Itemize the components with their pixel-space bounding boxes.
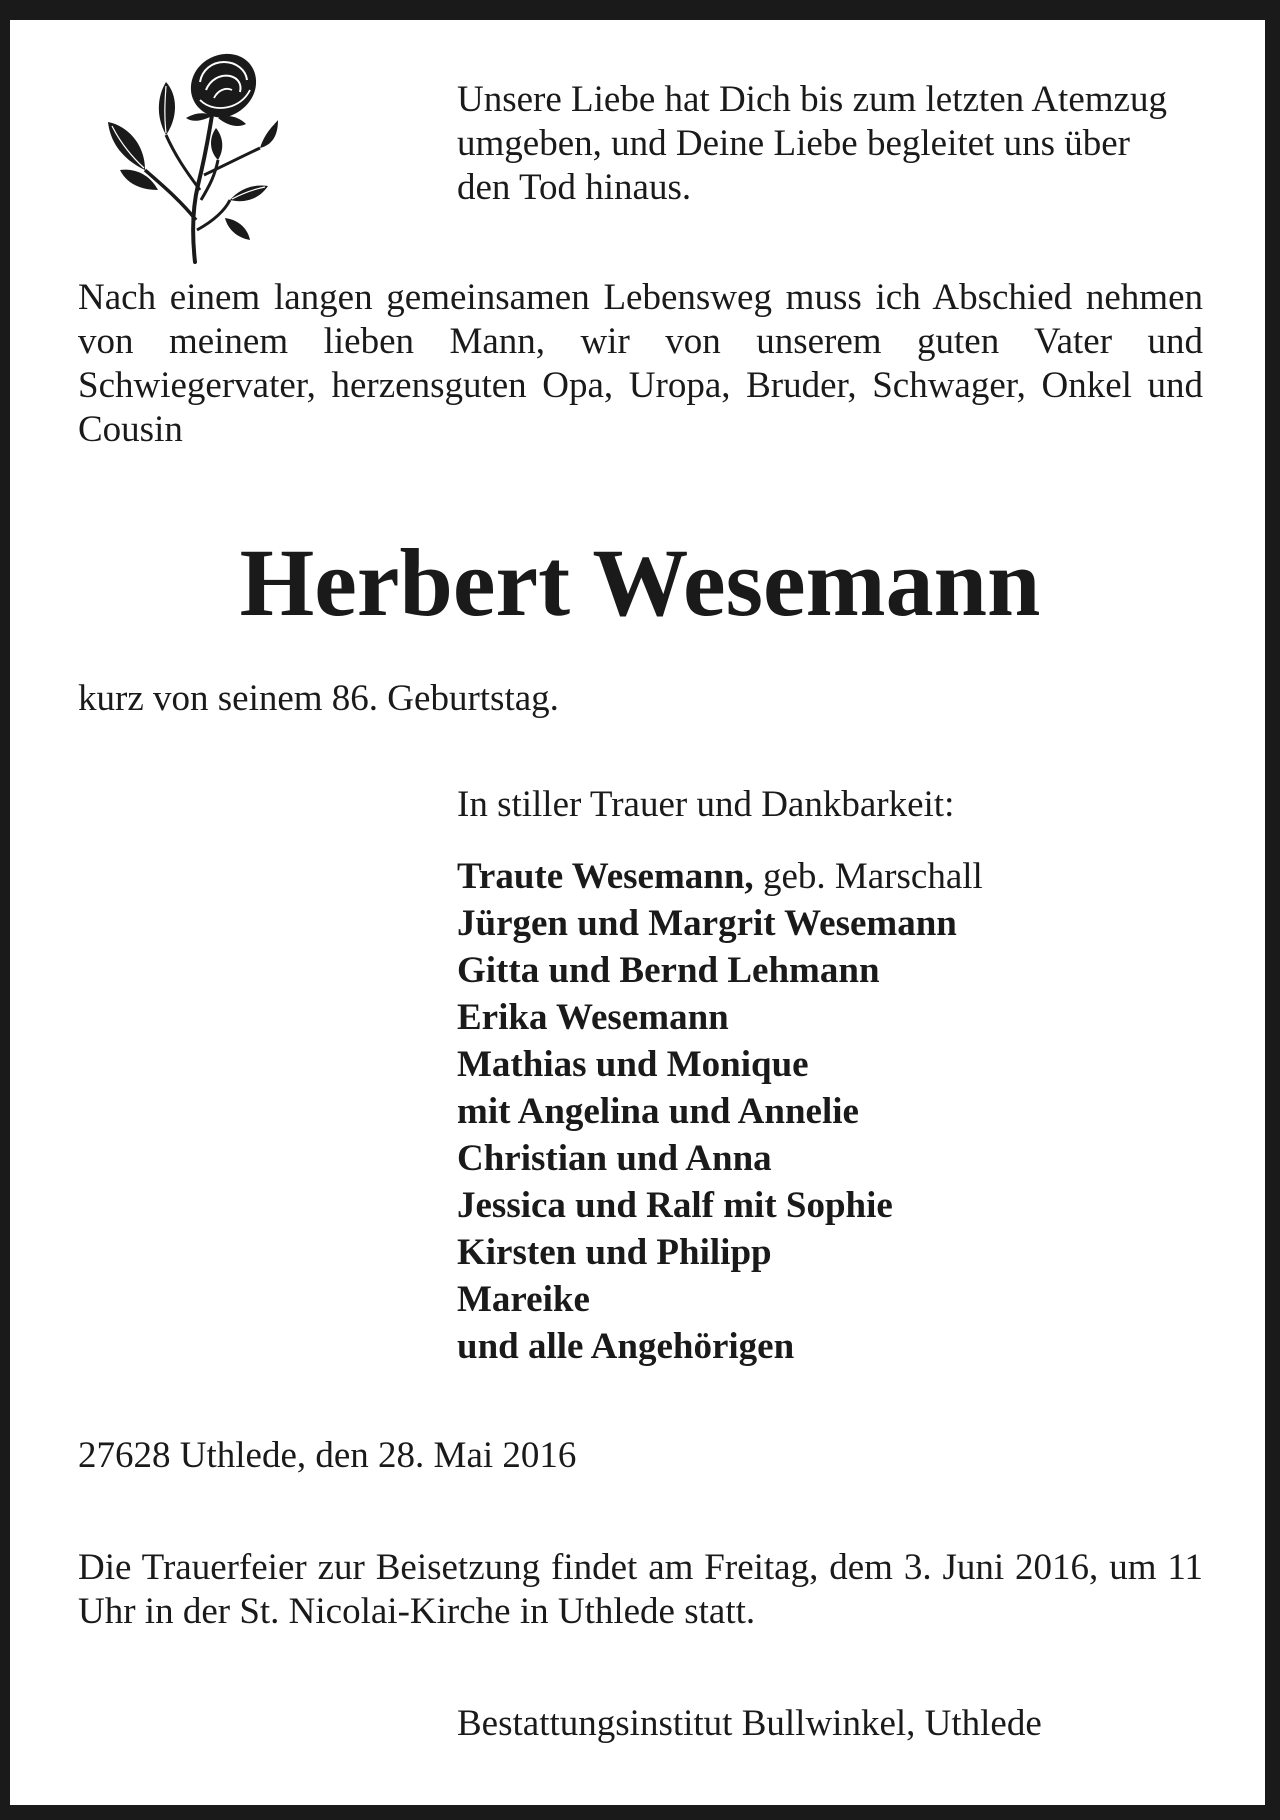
family-member-name: Traute Wesemann, (457, 856, 754, 897)
memorial-quote: Unsere Liebe hat Dich bis zum letzten Atemzug umgeben, und Deine Liebe begleitet uns über den Tod hinaus. (457, 79, 1167, 208)
family-member: Kirsten und Philipp (457, 1232, 772, 1273)
family-member: mit Angelina und Annelie (457, 1091, 859, 1132)
rose-icon (100, 50, 280, 265)
family-member: Christian und Anna (457, 1138, 772, 1179)
mourning-line: In stiller Trauer und Dankbarkeit: (457, 784, 955, 825)
age-note: kurz von seinem 86. Geburtstag. (78, 678, 559, 719)
family-member: Mareike (457, 1279, 590, 1320)
family-list (457, 853, 1217, 1370)
family-member: Jürgen und Margrit Wesemann (457, 903, 957, 944)
family-member: Erika Wesemann (457, 997, 729, 1038)
family-member: Gitta und Bernd Lehmann (457, 950, 880, 991)
intro-paragraph: Nach einem langen gemeinsamen Lebensweg muss ich Abschied nehmen von meinem lieben Mann, wir von unserem guten Vater und Schwiegervater, herzensguten Opa, Uropa, Bruder, Schwager, Onkel und Cousin (78, 277, 1203, 450)
family-member: Mathias und Monique (457, 1044, 809, 1085)
deceased-name: Herbert Wesemann (239, 529, 1041, 636)
undertaker: Bestattungsinstitut Bullwinkel, Uthlede (457, 1703, 1042, 1744)
funeral-notice: Die Trauerfeier zur Beisetzung findet am Freitag, dem 3. Juni 2016, um 11 Uhr in der St. Nicolai-Kirche in Uthlede statt. (78, 1547, 1203, 1632)
family-member (457, 853, 1217, 900)
place-date: 27628 Uthlede, den 28. Mai 2016 (78, 1435, 577, 1476)
family-member-maiden-name: geb. Marschall (753, 856, 983, 897)
family-member: Jessica und Ralf mit Sophie (457, 1185, 893, 1226)
family-member: und alle Angehörigen (457, 1326, 795, 1367)
